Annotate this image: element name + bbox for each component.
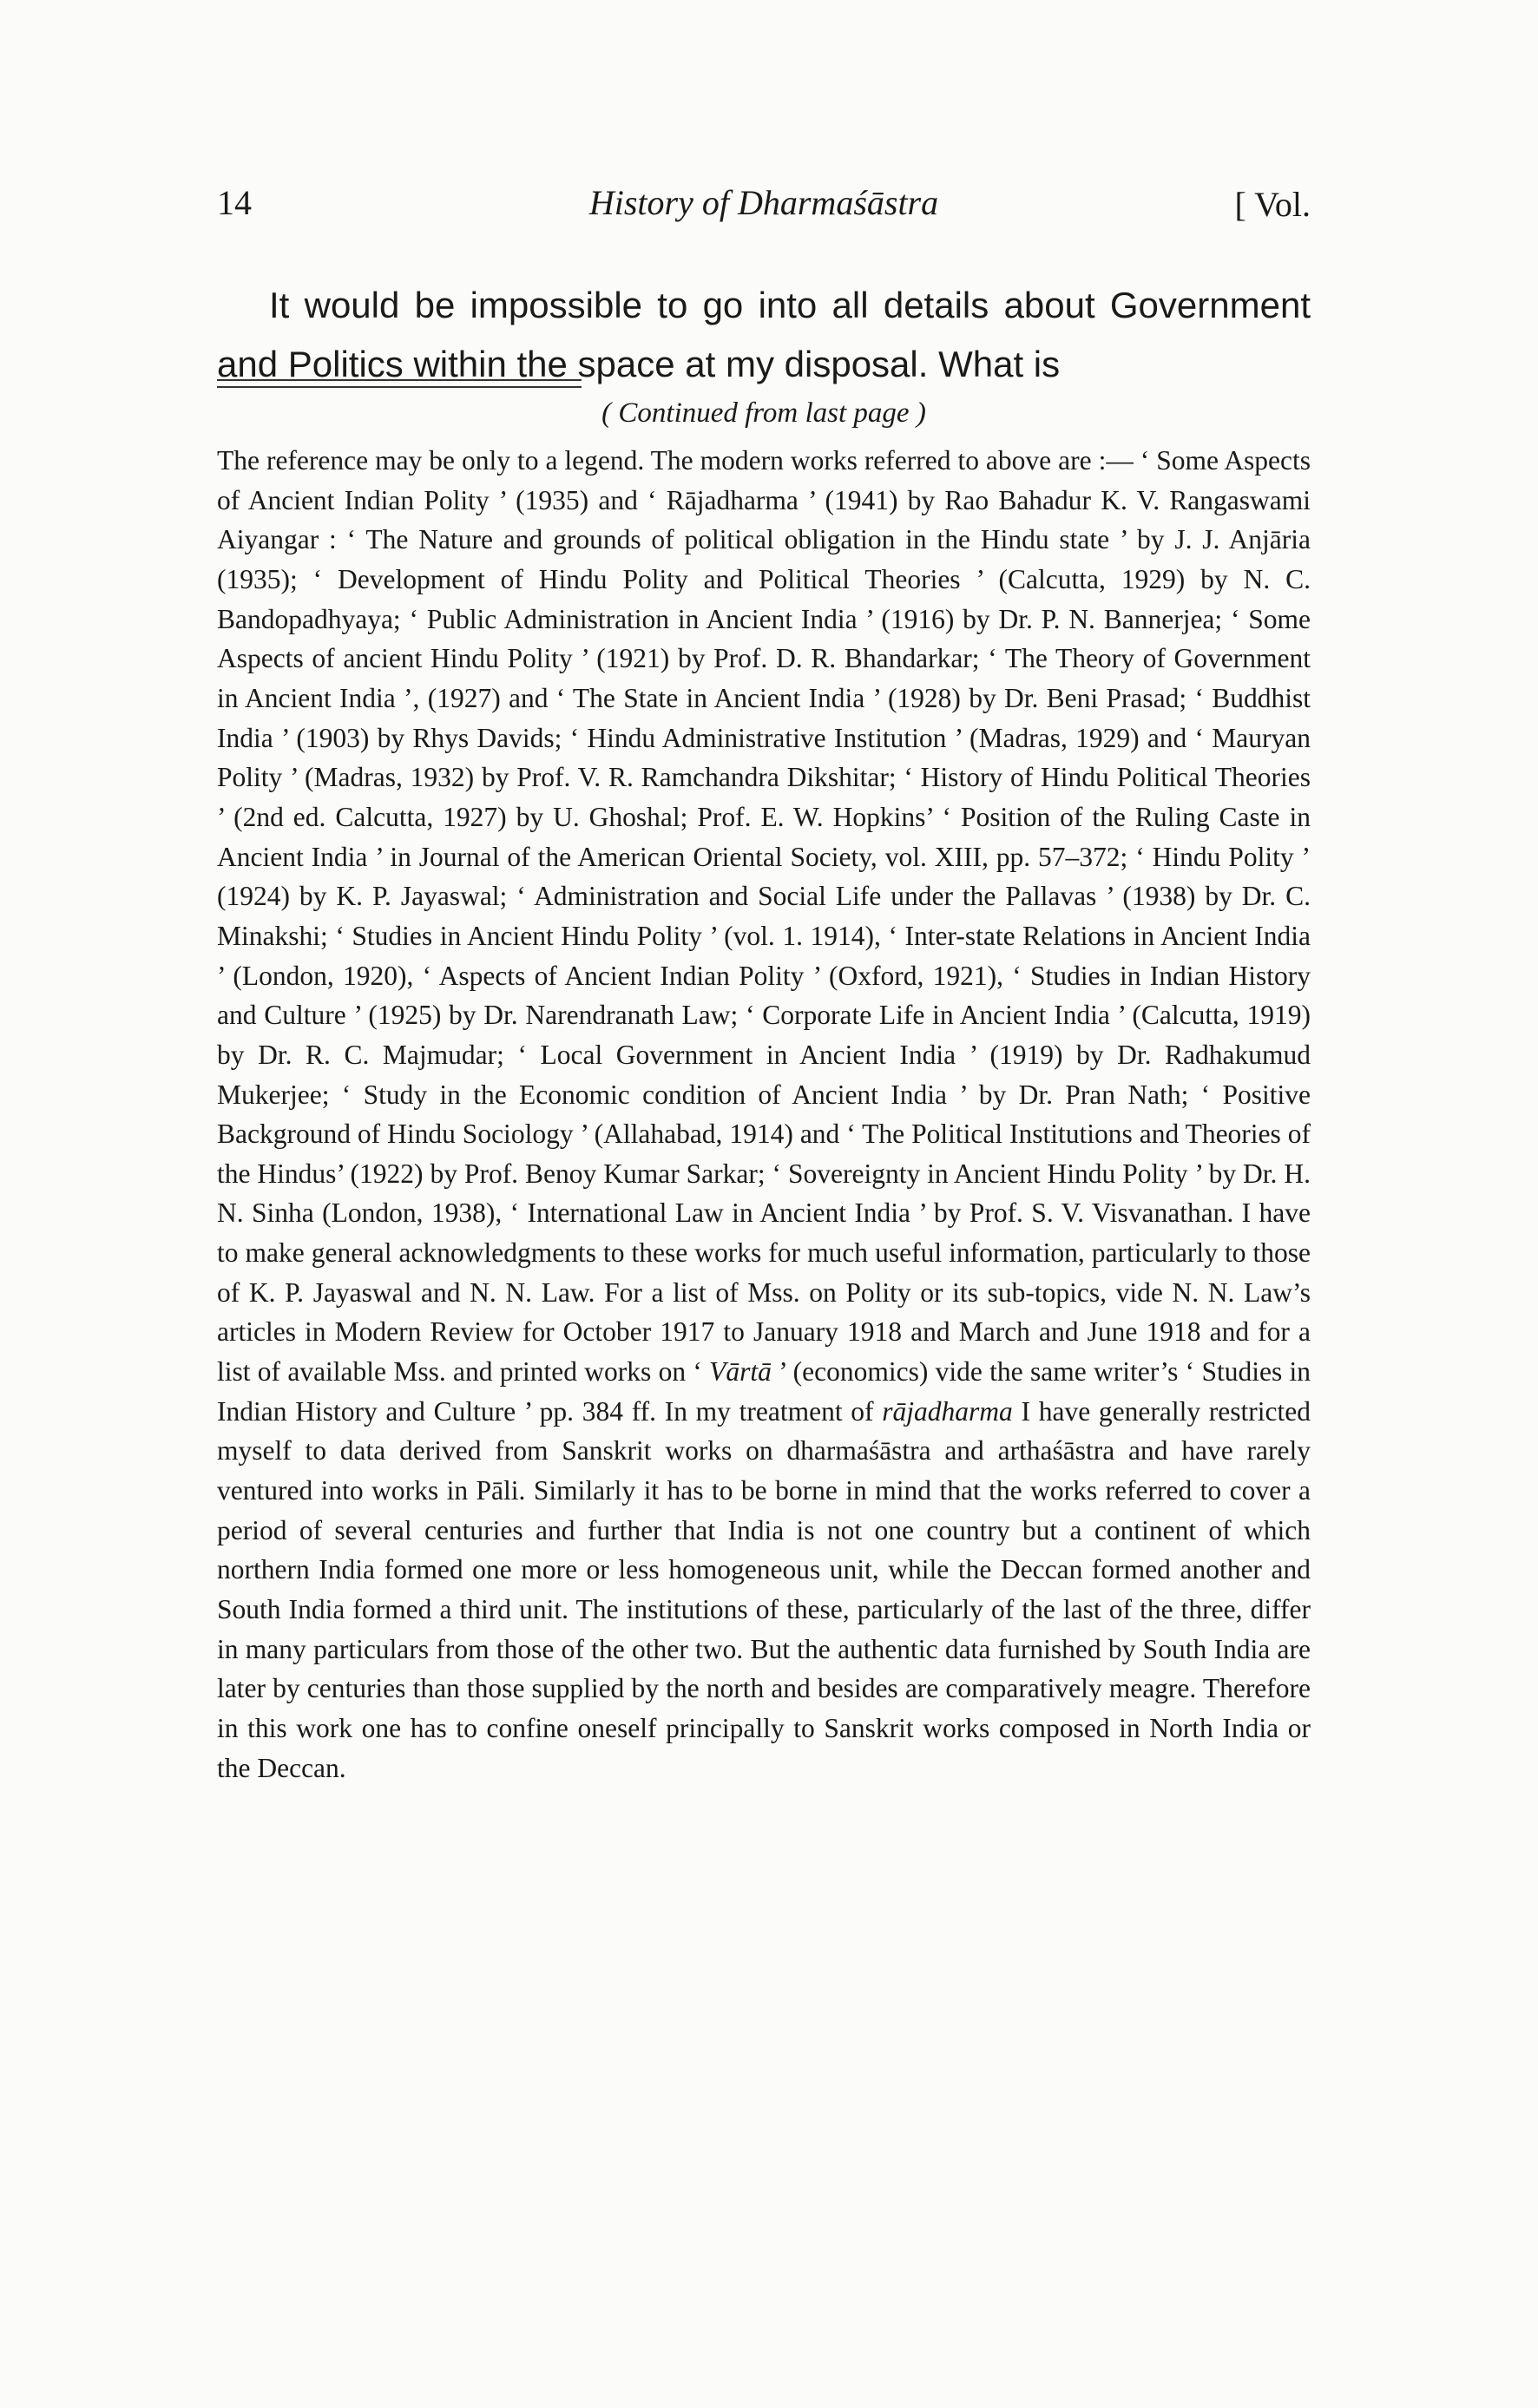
footnote-segment: I have generally restricted myself to data derived from Sanskrit works on dharmaśāstra and arthaśāstra and have rarely ventured into works in Pāli. Similarly it has to be borne in mind that the works referred to cover a period of several centuries and further that India is not one country but a continent of which northern India formed one more or less homogeneous unit, while the Deccan formed another and South India formed a third unit. The institutions of these, particularly of the last of the three, differ in many particulars from those of the other two. But the authentic data furnished by South India are later by centuries than those supplied by the north and besides are comparatively meagre. Therefore in this work one has to confine oneself principally to Sanskrit works composed in North India or the Deccan. bbox=[217, 1395, 1311, 1783]
page-number: 14 bbox=[217, 183, 252, 222]
footnote-continued-label: ( Continued from last page ) bbox=[601, 397, 926, 429]
footnote-segment: The reference may be only to a legend. The modern works referred to above are :— ‘ Some Aspects of Ancient Indian Polity ’ (1935) and ‘ Rājadharma ’ (1941) by Rao Bahadur K. V. Rangaswami Aiyangar : ‘ The Nature and grounds of political obligation in the Hindu state ’ by J. J. Anjāria (1935); ‘ Development of Hindu Polity and Political Theories ’ (Calcutta, 1929) by N. C. Bandopadhyaya; ‘ Public Administration in Ancient India ’ (1916) by Dr. P. N. Bannerjea; ‘ Some Aspects of ancient Hindu Polity ’ (1921) by Prof. D. R. Bhandarkar; ‘ The Theory of Government in Ancient India ’, (1927) and ‘ The State in Ancient India ’ (1928) by Dr. Beni Prasad; ‘ Buddhist India ’ (1903) by Rhys Davids; ‘ Hindu Administrative Institution ’ (Madras, 1929) and ‘ Mauryan Polity ’ (Madras, 1932) by Prof. V. R. Ramchandra Dikshitar; ‘ History of Hindu Political Theories ’ (2nd ed. Calcutta, 1927) by U. Ghoshal; Prof. E. W. Hopkins’ ‘ Position of the Ruling Caste in Ancient India ’ in Journal of the American Oriental Society, vol. XIII, pp. 57–372; ‘ Hindu Polity ’ (1924) by K. P. Jayaswal; ‘ Administration and Social Life under the Pallavas ’ (1938) by Dr. C. Minakshi; ‘ Studies in Ancient Hindu Polity ’ (vol. 1. 1914), ‘ Inter-state Relations in Ancient India ’ (London, 1920), ‘ Aspects of Ancient Indian Polity ’ (Oxford, 1921), ‘ Studies in Indian History and Culture ’ (1925) by Dr. Narendranath Law; ‘ Corporate Life in Ancient India ’ (Calcutta, 1919) by Dr. R. C. Majmudar; ‘ Local Government in Ancient India ’ (1919) by Dr. Radhakumud Mukerjee; ‘ Study in the Economic condition of Ancient India ’ by Dr. Pran Nath; ‘ Positive Background of Hindu Sociology ’ (Allahabad, 1914) and ‘ The Political Institutions and Theories of the Hindus’ (1922) by Prof. Benoy Kumar Sarkar; ‘ Sovereignty in Ancient Hindu Polity ’ by Dr. H. N. Sinha (London, 1938), ‘ International Law in Ancient India ’ by Prof. S. V. Visvanathan. I have to make general acknowledgments to these works for much useful information, particularly to those of K. P. Jayaswal and N. N. Law. For a list of Mss. on Polity or its sub-topics, vide N. N. Law’s articles in Modern Review for October 1917 to January 1918 and March and June 1918 and for a list of available Mss. and printed works on ‘ bbox=[217, 445, 1311, 1388]
footnote-italic-term: Vārtā bbox=[709, 1356, 772, 1388]
volume-label: [ Vol. bbox=[1234, 185, 1311, 224]
page-header bbox=[217, 182, 1311, 243]
body-paragraph: It would be impossible to go into all details about Government and Politics within the space at my disposal. What is bbox=[217, 285, 1311, 384]
footnote-text bbox=[217, 441, 1311, 1788]
footnote-separator bbox=[217, 379, 582, 388]
running-title: History of Dharmaśāstra bbox=[588, 183, 939, 222]
footnote-italic-term: rājadharma bbox=[882, 1395, 1013, 1427]
footnote-segment: ’ (economics) vide the same writer’s ‘ Studies in Indian History and Culture ’ pp. 384 ff. In my treatment of bbox=[217, 1356, 1311, 1427]
